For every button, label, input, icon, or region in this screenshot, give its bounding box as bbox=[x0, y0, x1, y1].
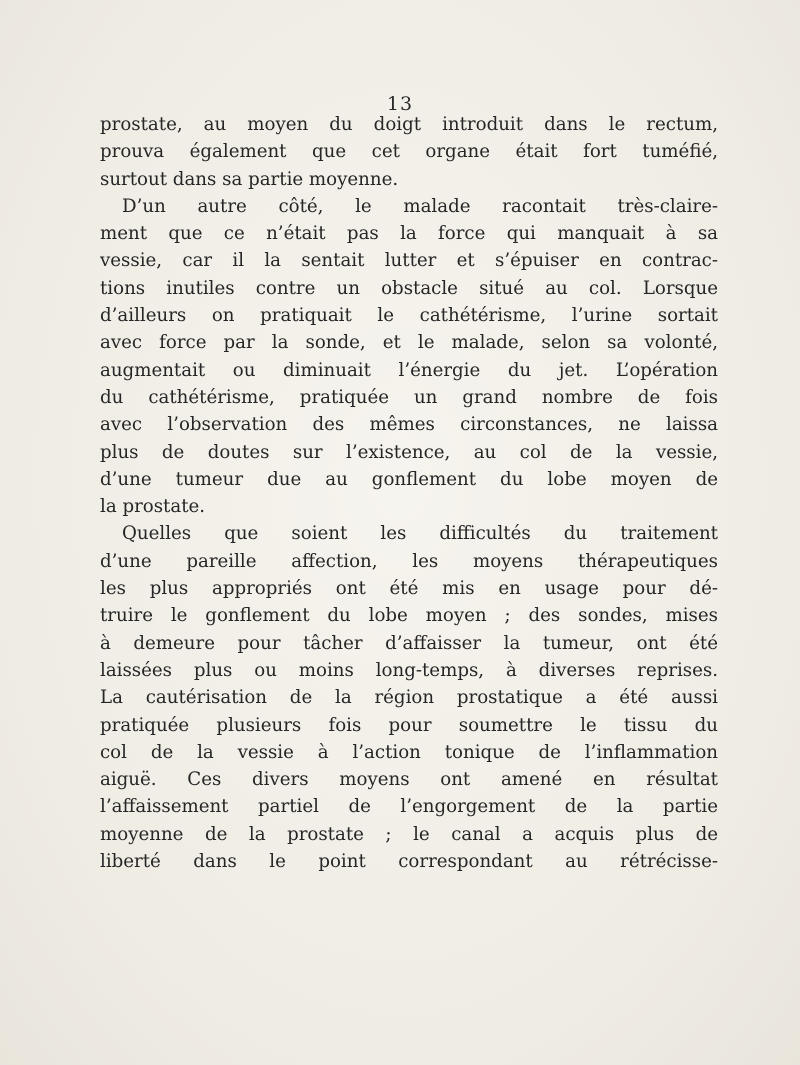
text-line: liberté dans le point correspondant au rétrécisse- bbox=[100, 851, 718, 873]
page-number: 13 bbox=[386, 93, 414, 115]
text-line: tions inutiles contre un obstacle situé au col. Lorsque bbox=[100, 277, 718, 299]
text-line: aiguë. Ces divers moyens ont amené en résultat bbox=[100, 769, 718, 791]
text-line: vessie, car il la sentait lutter et s’épuiser en contrac- bbox=[100, 250, 718, 272]
text-line: la prostate. bbox=[100, 496, 206, 518]
text-line: augmentait ou diminuait l’énergie du jet. L’opération bbox=[100, 359, 718, 381]
text-line: truire le gonflement du lobe moyen ; des sondes, mises bbox=[100, 605, 718, 627]
text-line: du cathétérisme, pratiquée un grand nombre de fois bbox=[100, 386, 718, 408]
text-line: d’une tumeur due au gonflement du lobe moyen de bbox=[100, 468, 718, 490]
text-line: surtout dans sa partie moyenne. bbox=[100, 168, 399, 190]
text-line: La cautérisation de la région prostatique a été aussi bbox=[100, 687, 718, 709]
text-line: moyenne de la prostate ; le canal a acquis plus de bbox=[100, 823, 718, 845]
text-line: avec force par la sonde, et le malade, selon sa volonté, bbox=[100, 332, 718, 354]
text-line: avec l’observation des mêmes circonstances, ne laissa bbox=[100, 414, 718, 436]
text-line: prostate, au moyen du doigt introduit dans le rectum, bbox=[100, 114, 718, 135]
text-line: laissées plus ou moins long-temps, à diverses reprises. bbox=[100, 659, 718, 681]
text-line: Quelles que soient les difficultés du traitement bbox=[122, 523, 718, 545]
text-line: les plus appropriés ont été mis en usage pour dé- bbox=[100, 578, 718, 600]
text-line: d’une pareille affection, les moyens thérapeutiques bbox=[100, 550, 718, 572]
text-line: l’affaissement partiel de l’engorgement de la partie bbox=[100, 796, 718, 818]
text-line: D’un autre côté, le malade racontait très-claire- bbox=[122, 195, 718, 217]
text-line: à demeure pour tâcher d’affaisser la tumeur, ont été bbox=[100, 632, 718, 654]
text-line: prouva également que cet organe était fort tuméfié, bbox=[100, 141, 718, 163]
body-text bbox=[100, 111, 718, 875]
text-line: plus de doutes sur l’existence, au col de la vessie, bbox=[100, 441, 718, 463]
text-line: ment que ce n’était pas la force qui manquait à sa bbox=[100, 223, 718, 245]
text-line: col de la vessie à l’action tonique de l’inflammation bbox=[100, 741, 718, 763]
text-line: d’ailleurs on pratiquait le cathétérisme, l’urine sortait bbox=[100, 305, 718, 327]
text-line: pratiquée plusieurs fois pour soumettre le tissu du bbox=[100, 714, 718, 736]
